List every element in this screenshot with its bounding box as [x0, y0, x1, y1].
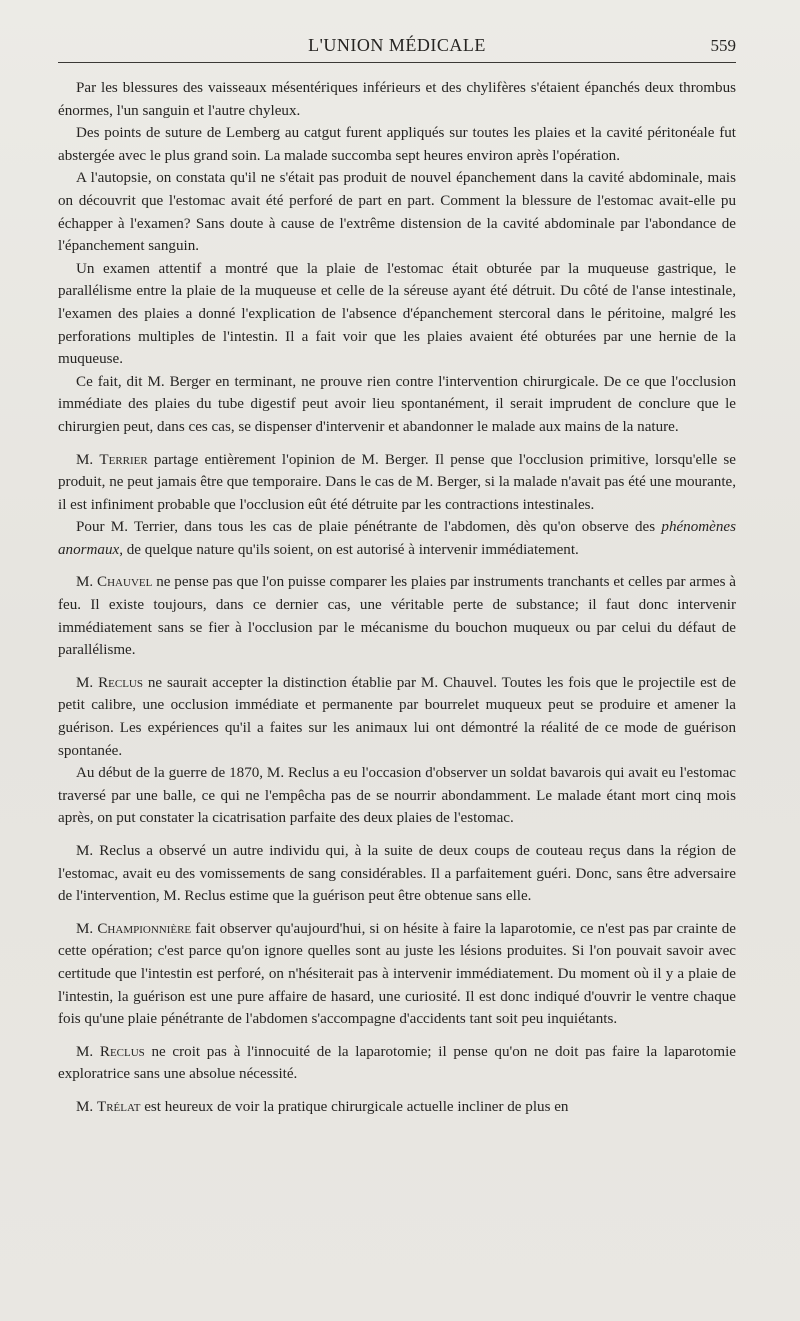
paragraph: [58, 77, 736, 122]
emphasis-text: phénomènes anormaux,: [58, 519, 736, 558]
paragraph-text: partage entièrement l'opinion de M. Berger. Il pense que l'occlusion primitive, lorsqu'elle se produit, ne peut jamais être que temporaire. Dans le cas de M. Berger, si la malade n'avait pas été une mourante, il est infiniment probable que l'occlusion eût été détruite par les contractions intestinales.: [58, 451, 736, 513]
paragraph-text: M.: [76, 574, 98, 591]
paragraph-text: M. Reclus a observé un autre individu qui, à la suite de deux coups de couteau reçus dans la région de l'estomac, avait eu des vomissements de sang considérables. Il a parfaitement guéri. Donc, sans être adversaire de l'intervention, M. Reclus estime que la guérison peut être obtenue sans elle.: [58, 843, 736, 905]
speaker-name: Championnière: [97, 920, 192, 937]
speaker-name: Reclus: [98, 674, 143, 691]
paragraph: [58, 840, 736, 908]
paragraph: [58, 571, 736, 661]
speaker-name: Terrier: [99, 451, 148, 468]
paragraph-text: ne pense pas que l'on puisse comparer les plaies par instruments tranchants et celles par armes à feu. Il existe toujours, dans ce dernier cas, une véritable perte de substance; il faut donc intervenir immédiatement sans se fier à l'occlusion par le mécanisme du bouchon muqueux ou par celui du défaut de parallélisme.: [58, 574, 736, 659]
paragraph: [58, 258, 736, 371]
paragraph-text: fait observer qu'aujourd'hui, si on hésite à faire la laparotomie, ce n'est pas par crainte de cette opération; c'est parce qu'on ignore quelles sont au juste les lésions produites. Si l'on pouvait savoir avec certitude que l'intestin est perforé, on n'hésiterait pas à intervenir immédiatement. Du moment où il y a plaie de l'intestin, la guérison est une pure affaire de hasard, une curiosité. Il est donc indiqué d'ouvrir le ventre chaque fois qu'une plaie pénétrante de l'abdomen s'accompagne d'accidents tant soit peu inquiétants.: [58, 920, 737, 1028]
paragraph: [58, 167, 736, 257]
paragraph: [58, 762, 736, 830]
paragraph: [58, 516, 736, 561]
paragraph-text: Des points de suture de Lemberg au catgut furent appliqués sur toutes les plaies et la cavité péritonéale fut abstergée avec le plus grand soin. La malade succomba sept heures environ après l'opération.: [58, 125, 736, 164]
paragraph-text: M.: [76, 920, 98, 937]
journal-title: L'UNION MÉDICALE: [308, 35, 486, 55]
paragraph: [58, 371, 736, 439]
paragraph-text: M.: [76, 1098, 97, 1115]
paragraph-text: Au début de la guerre de 1870, M. Reclus a eu l'occasion d'observer un soldat bavarois qui avait eu l'estomac traversé par une balle, ce qui ne l'empêcha pas de se nourrir abondamment. Le malade étant mort cinq mois après, on put constater la cicatrisation parfaite des deux plaies de l'estomac.: [58, 765, 736, 827]
paragraph-text: A l'autopsie, on constata qu'il ne s'était pas produit de nouvel épanchement dans la cavité abdominale, mais on découvrit que l'estomac avait été perforé de part en part. Comment la blessure de l'estomac avait-elle pu échapper à l'examen? Sans doute à cause de l'extrême distension de la cavité abdominale par l'abondance de l'épanchement sanguin.: [58, 170, 736, 255]
speaker-name: Chauvel: [97, 574, 153, 591]
paragraph-text: M.: [76, 674, 99, 691]
paragraph-text: Par les blessures des vaisseaux mésentériques inférieurs et des chylifères s'étaient épanchés deux thrombus énormes, l'un sanguin et l'autre chyleux.: [58, 80, 736, 119]
speaker-name: Reclus: [99, 1043, 145, 1060]
paragraph: [58, 1041, 736, 1086]
paragraph: [58, 672, 736, 762]
paragraph-text: Pour M. Terrier, dans tous les cas de plaie pénétrante de l'abdomen, dès qu'on observe des: [76, 519, 662, 536]
paragraph: [58, 449, 736, 517]
paragraph: [58, 1096, 736, 1119]
paragraph-text: Un examen attentif a montré que la plaie de l'estomac était obturée par la muqueuse gastrique, le parallélisme entre la plaie de la muqueuse et celle de la séreuse ayant été détruit. Du côté de l'anse intestinale, l'examen des plaies a donné l'explication de l'absence d'épanchement stercoral dans le péritoine, malgré les perforations multiples de l'intestin. Il a fait voir que les plaies avaient été obturées par une hernie de la muqueuse.: [58, 260, 736, 368]
page-number: 559: [710, 36, 736, 55]
paragraph: [58, 122, 736, 167]
paragraph-text: Ce fait, dit M. Berger en terminant, ne prouve rien contre l'intervention chirurgicale. De ce que l'occlusion immédiate des plaies du tube digestif peut avoir lieu spontanément, il serait imprudent de conclure que le chirurgien peut, dans ces cas, se dispenser d'intervenir et abandonner le malade aux mains de la nature.: [58, 373, 736, 435]
paragraph-text: de quelque nature qu'ils soient, on est autorisé à intervenir immédiatement.: [122, 541, 579, 558]
article-body: [58, 77, 736, 1119]
page-header: [58, 34, 736, 63]
paragraph-text: est heureux de voir la pratique chirurgicale actuelle incliner de plus en: [140, 1098, 569, 1115]
paragraph: [58, 918, 736, 1031]
paragraph-text: M.: [76, 1043, 100, 1060]
speaker-name: Trélat: [96, 1098, 141, 1115]
paragraph-text: ne croit pas à l'innocuité de la laparotomie; il pense qu'on ne doit pas faire la laparotomie exploratrice sans une absolue nécessité.: [58, 1043, 736, 1083]
paragraph-text: M.: [76, 451, 100, 468]
paragraph-text: ne saurait accepter la distinction établie par M. Chauvel. Toutes les fois que le projectile est de petit calibre, une occlusion immédiate et permanente par bourrelet muqueux peut se produire et amener la guérison. Les expériences qu'il a faites sur les animaux lui ont démontré la réalité de ce mode de guérison spontanée.: [58, 674, 736, 759]
